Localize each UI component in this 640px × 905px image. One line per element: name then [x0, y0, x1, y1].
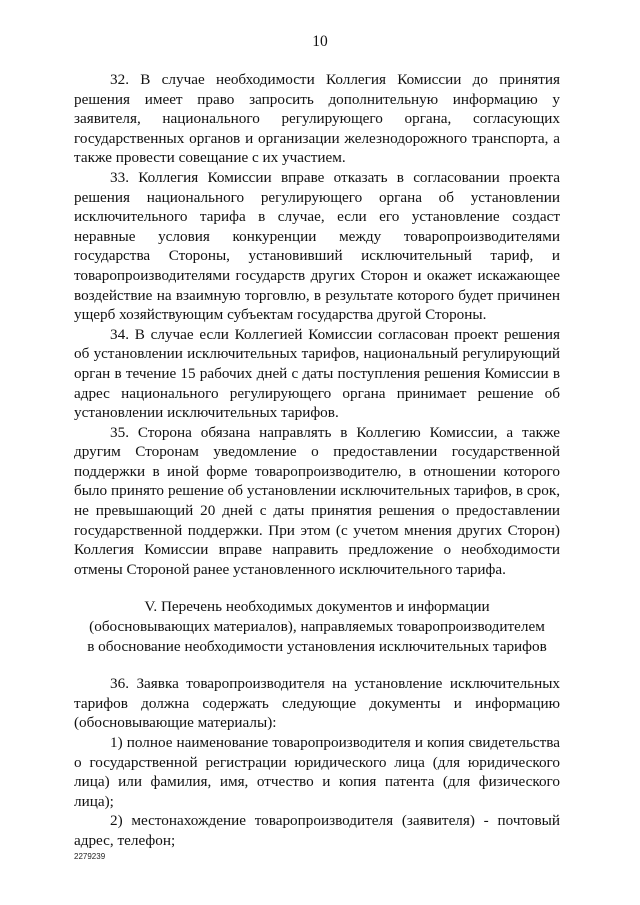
heading-spacer: [74, 656, 560, 674]
section-heading-line-1: V. Перечень необходимых документов и информации: [144, 598, 490, 616]
document-code: 2279239: [74, 852, 106, 861]
section-heading-line-2: (обосновывающих материалов), направляемых товаропроизводителем: [89, 618, 545, 636]
page-number: 10: [312, 33, 328, 50]
section-heading-line-3: в обоснование необходимости установления исключительных тарифов: [87, 637, 547, 655]
paragraph-33: 33. Коллегия Комиссии вправе отказать в согласовании проекта решения национального регулирующего органа об установлении исключительного тарифа в случае, если его установление создаст неравные условия конкуренции между товаропроизводителями государства Стороны, установивший исключительный тариф, и товаропроизводителями государств других Сторон и окажет искажающее воздействие на взаимную торговлю, в результате которого будет причинен ущерб хозяйствующим субъектам государства другой Стороны.: [74, 168, 560, 324]
paragraph-36: 36. Заявка товаропроизводителя на установление исключительных тарифов должна содержать следующие документы и информацию (обосновывающие материалы):: [74, 675, 560, 732]
paragraph-32: 32. В случае необходимости Коллегия Комиссии до принятия решения имеет право запросить дополнительную информацию у заявителя, национального регулирующего органа, согласующих государственных органов и организации железнодорожного транспорта, а также провести совещание с их участием.: [74, 71, 560, 167]
list-item-2: 2) местонахождение товаропроизводителя (заявителя) - почтовый адрес, телефон;: [74, 812, 560, 849]
list-item-1: 1) полное наименование товаропроизводителя и копия свидетельства о государственной регистрации юридического лица (для юридического лица) или фамилия, имя, отчество и копия патента (для физического лица);: [74, 734, 560, 810]
paragraph-34: 34. В случае если Коллегией Комиссии согласован проект решения об установлении исключительных тарифов, национальный регулирующий орган в течение 15 рабочих дней с даты поступления решения Комиссии в адрес национального регулирующего органа принимает решение об установлении исключительных тарифов.: [74, 325, 560, 422]
paragraph-35: 35. Сторона обязана направлять в Коллегию Комиссии, а также другим Сторонам уведомление о предоставлении государственной поддержки в иной форме товаропроизводителю, в отношении которого было принято решение об установлении исключительных тарифов, в срок, не превышающий 20 дней с даты принятия решения о предоставлении государственной поддержки. При этом (с учетом мнения других Сторон) Коллегия Комиссии вправе направить предложение о необходимости отмены Стороной ранее установленного исключительного тарифа.: [74, 423, 560, 578]
section-heading: [74, 597, 560, 656]
document-body: [74, 70, 560, 851]
